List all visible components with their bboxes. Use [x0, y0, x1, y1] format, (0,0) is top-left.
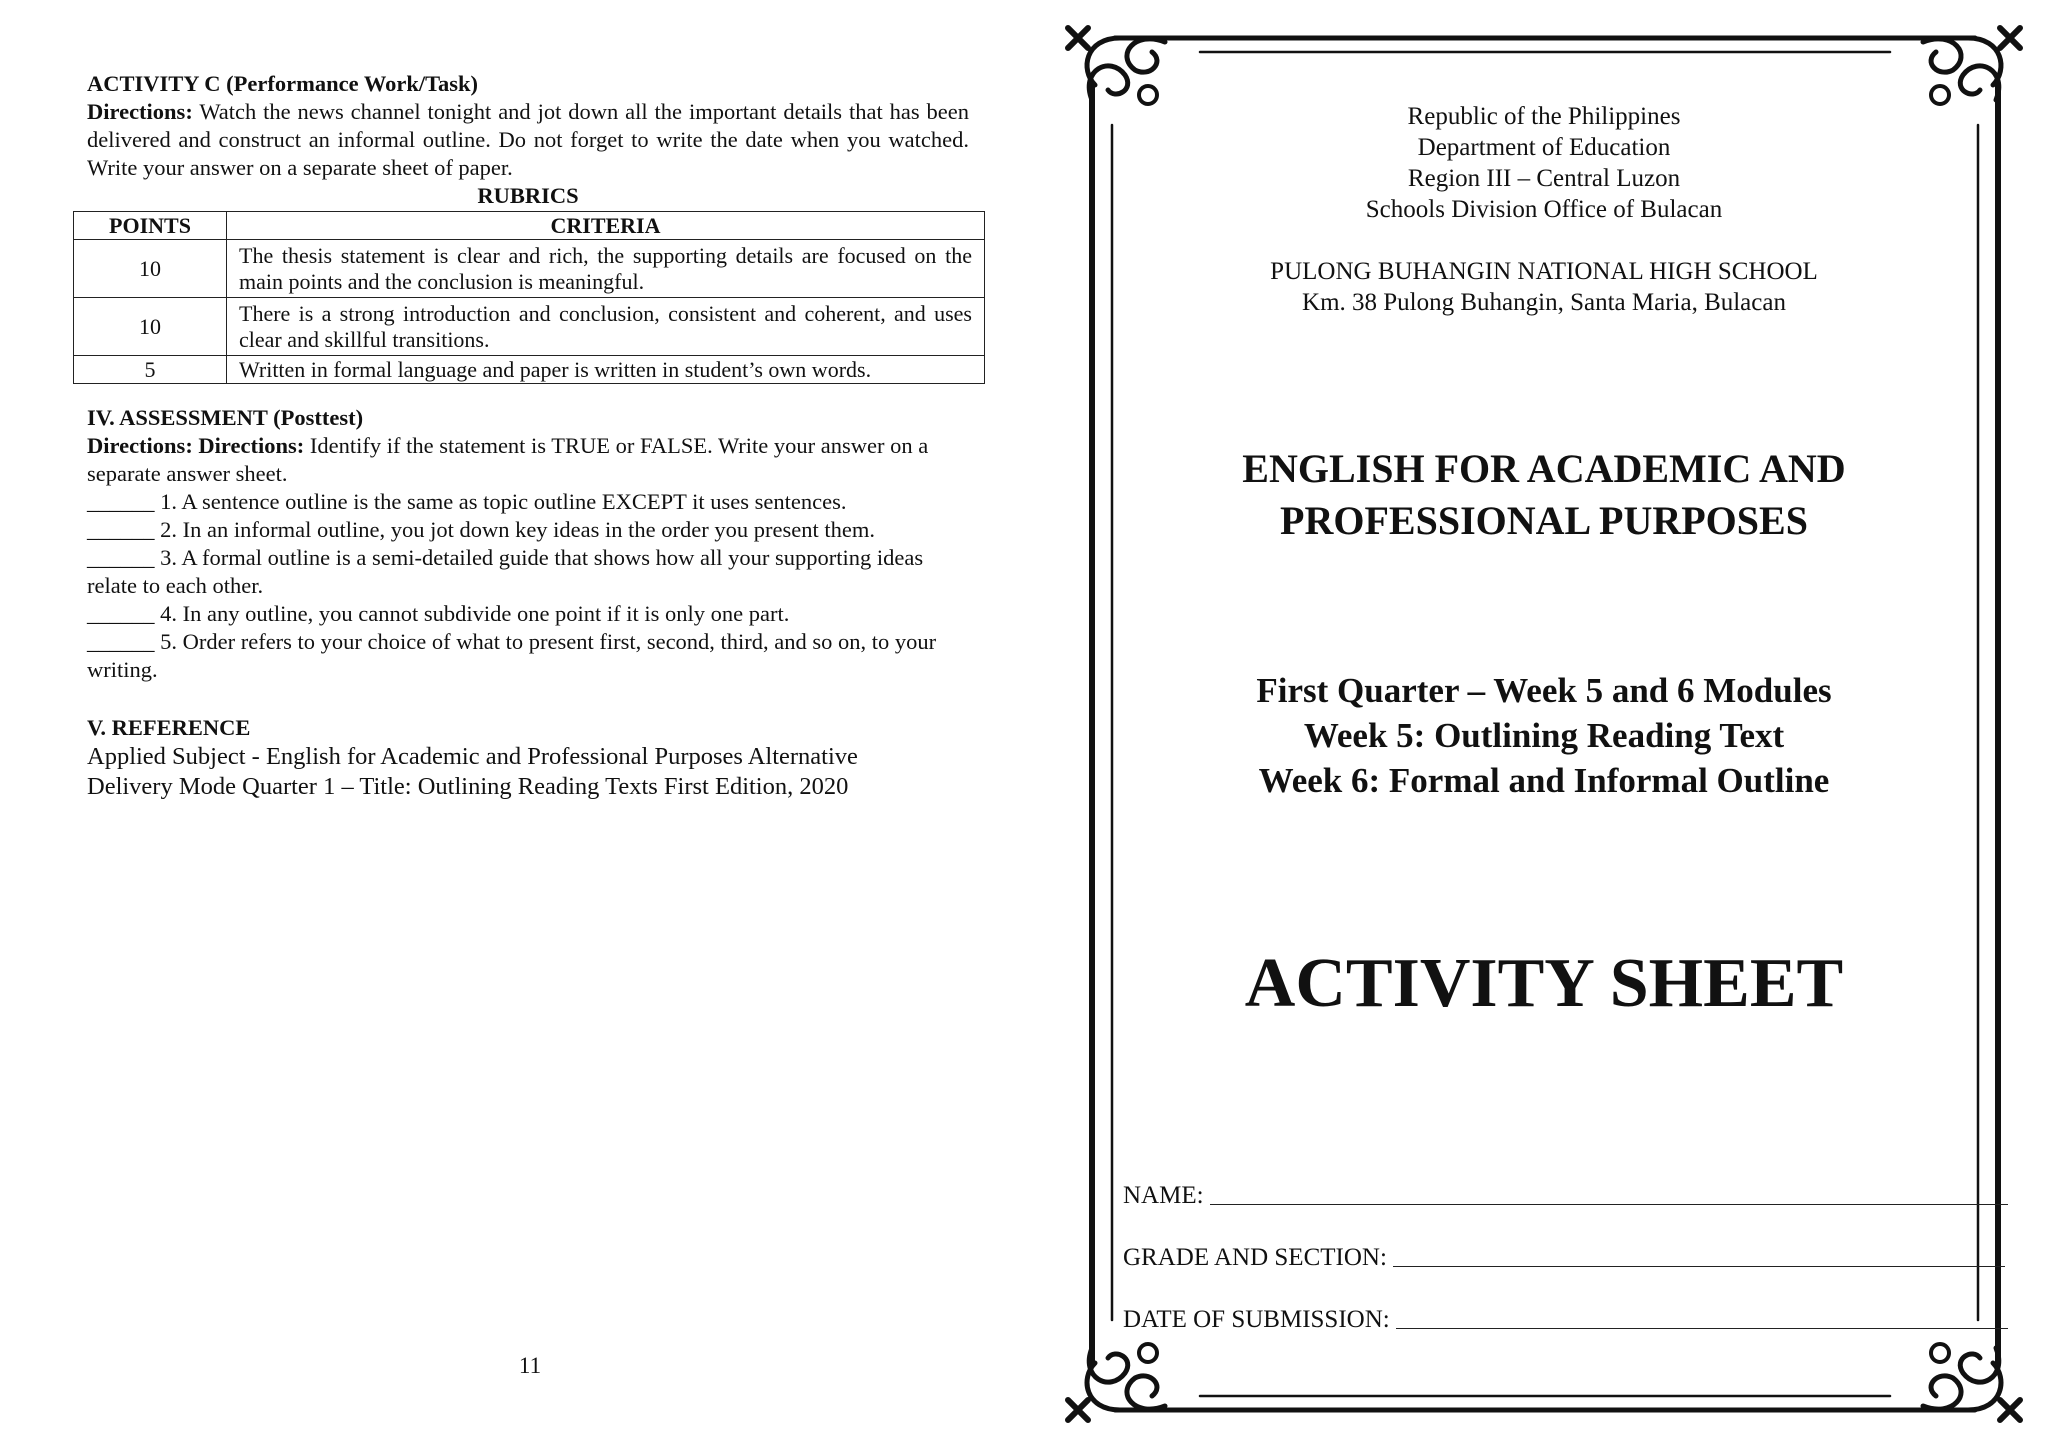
date-submission-blank-line[interactable]: [1396, 1328, 2008, 1329]
list-item: ______ 1. A sentence outline is the same as topic outline EXCEPT it uses sentences.: [87, 489, 847, 514]
quarter-line: First Quarter – Week 5 and 6 Modules: [1256, 671, 1832, 710]
rubrics-title: RUBRICS: [477, 183, 579, 208]
rubric-criteria: The thesis statement is clear and rich, the supporting details are focused on the main points and the conclusion is meaningful.: [227, 240, 985, 298]
corner-ornament-bottom-right: [1923, 1344, 2020, 1420]
rubrics-header-points: POINTS: [74, 212, 227, 240]
rubrics-header-criteria: CRITERIA: [227, 212, 985, 240]
table-row: [74, 356, 985, 384]
name-blank-line[interactable]: [1210, 1204, 2008, 1205]
week-5-title: Week 5: Outlining Reading Text: [1303, 716, 1785, 755]
subject-title-line: ENGLISH FOR ACADEMIC AND: [1242, 446, 1846, 491]
list-item: ______ 3. A formal outline is a semi-detailed guide that shows how all your supporting ideas relate to each other.: [87, 545, 924, 598]
activity-c-directions-label: Directions:: [87, 99, 193, 124]
table-row: [74, 298, 985, 356]
reference-title: V. REFERENCE: [87, 715, 251, 740]
reference-section: [87, 714, 967, 802]
rubric-points: 10: [74, 298, 227, 356]
activity-c-directions: [87, 98, 969, 182]
date-submission-field[interactable]: [1123, 1300, 2008, 1334]
reference-line-1: Applied Subject - English for Academic and Professional Purposes Alternative: [87, 743, 858, 770]
subject-title: [1100, 443, 1988, 547]
list-item: ______ 5. Order refers to your choice of what to present first, second, third, and so on, to your writing.: [87, 629, 937, 682]
page-number: 11: [518, 1353, 542, 1378]
corner-ornament-top-right: [1923, 28, 2020, 104]
header-line: Region III – Central Luzon: [1407, 165, 1681, 192]
grade-section-field[interactable]: [1123, 1238, 2005, 1272]
deped-header: [1100, 101, 1988, 225]
reference-line-2: Delivery Mode Quarter 1 – Title: Outlining Reading Texts First Edition, 2020: [87, 773, 849, 800]
quarter-info: [1100, 668, 1988, 803]
assessment-section: [87, 404, 967, 684]
school-address: Km. 38 Pulong Buhangin, Santa Maria, Bulacan: [1302, 289, 1786, 316]
activity-c-directions-text: Watch the news channel tonight and jot down all the important details that has been delivered and construct an informal outline. Do not forget to write the date when you watched. Write your answer on a separate sheet of paper.: [87, 99, 969, 180]
rubric-criteria: Written in formal language and paper is written in student’s own words.: [227, 356, 985, 384]
corner-ornament-top-left: [1068, 28, 1165, 104]
header-line: Republic of the Philippines: [1407, 103, 1681, 130]
date-submission-label: DATE OF SUBMISSION:: [1123, 1306, 1390, 1333]
activity-sheet-title: ACTIVITY SHEET: [1244, 945, 1844, 1022]
corner-ornament-bottom-left: [1068, 1344, 1165, 1420]
subject-title-line: PROFESSIONAL PURPOSES: [1280, 498, 1808, 543]
rubrics-table: [73, 211, 985, 384]
list-item: ______ 4. In any outline, you cannot subdivide one point if it is only one part.: [87, 601, 790, 626]
activity-c-section: [87, 70, 969, 210]
school-name: PULONG BUHANGIN NATIONAL HIGH SCHOOL: [1270, 258, 1818, 285]
name-field[interactable]: [1123, 1176, 2008, 1210]
grade-section-blank-line[interactable]: [1393, 1266, 2005, 1267]
name-label: NAME:: [1123, 1182, 1204, 1209]
rubric-points: 5: [74, 356, 227, 384]
header-line: Schools Division Office of Bulacan: [1365, 196, 1723, 223]
list-item: ______ 2. In an informal outline, you jot down key ideas in the order you present them.: [87, 517, 875, 542]
grade-section-label: GRADE AND SECTION:: [1123, 1244, 1387, 1271]
table-row: [74, 240, 985, 298]
assessment-title: IV. ASSESSMENT (Posttest): [87, 405, 364, 430]
rubric-points: 10: [74, 240, 227, 298]
rubric-criteria: There is a strong introduction and conclusion, consistent and coherent, and uses clear and skillful transitions.: [227, 298, 985, 356]
rubrics-header-row: [74, 212, 985, 240]
school-info: [1100, 256, 1988, 318]
activity-c-title: ACTIVITY C (Performance Work/Task): [87, 71, 479, 96]
week-6-title: Week 6: Formal and Informal Outline: [1258, 761, 1830, 800]
right-page: [1040, 0, 2048, 1448]
assessment-directions-label: Directions: Directions:: [87, 433, 305, 458]
assessment-directions: [87, 432, 967, 488]
header-line: Department of Education: [1417, 134, 1671, 161]
assessment-directions-text: Identify if the statement is TRUE or FALSE. Write your answer on a separate answer sheet.: [87, 433, 929, 486]
